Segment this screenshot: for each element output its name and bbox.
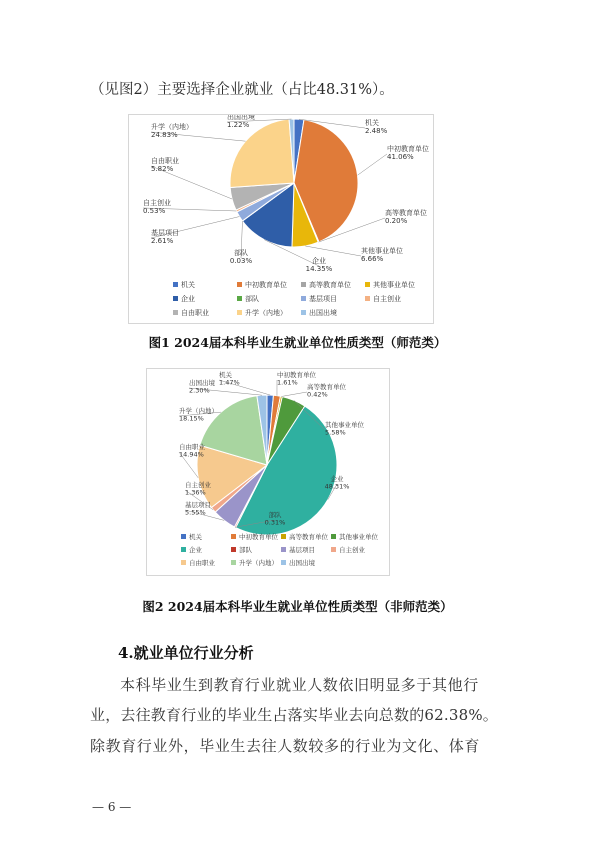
fig1-label-6: 部队	[234, 249, 248, 257]
fig2-legend-swatch-2	[231, 534, 236, 539]
fig1-label-4: 其他事业单位	[361, 247, 403, 255]
figure1-pie-svg	[129, 115, 433, 323]
fig2-legend-swatch-5	[181, 547, 186, 552]
fig1-legend-item-7: 基层项目	[309, 295, 337, 303]
fig1-slices	[230, 119, 358, 247]
fig2-value-9: 14.94%	[179, 450, 204, 459]
fig1-label-9: 自由职业	[151, 157, 179, 165]
fig2-slices	[197, 395, 337, 535]
fig1-value-4: 6.66%	[361, 255, 384, 263]
fig1-value-11: 1.22%	[227, 121, 250, 129]
fig1-label-10: 升学（内地）	[151, 123, 193, 131]
fig2-legend-swatch-3	[281, 534, 286, 539]
fig1-legend-swatch-5	[173, 296, 178, 301]
fig2-legend-swatch-1	[181, 534, 186, 539]
fig1-legend-swatch-3	[301, 282, 306, 287]
fig2-value-4: 5.58%	[325, 428, 346, 437]
fig1-legend-swatch-1	[173, 282, 178, 287]
fig2-label-1: 机关	[219, 371, 232, 379]
fig2-legend	[181, 532, 379, 567]
fig2-legend-swatch-9	[181, 560, 186, 565]
fig1-legend-item-5: 企业	[181, 295, 195, 303]
fig1-value-9: 5.82%	[151, 165, 174, 173]
fig1-label-3: 高等教育单位	[385, 209, 427, 217]
intro-line: （见图2）主要选择企业就业（占比48.31%）。	[90, 82, 394, 98]
fig2-label-2: 中初教育单位	[277, 371, 316, 379]
fig2-legend-item-2: 中初教育单位	[239, 533, 278, 541]
fig2-legend-item-3: 高等教育单位	[289, 533, 328, 541]
fig1-legend-item-11: 出国出境	[309, 309, 337, 317]
fig2-value-6: 0.31%	[264, 518, 286, 527]
fig2-legend-item-9: 自由职业	[189, 559, 215, 567]
fig2-value-11: 2.30%	[189, 386, 210, 395]
figure1-caption: 图1 2024届本科毕业生就业单位性质类型（师范类）	[148, 335, 447, 350]
fig1-legend-swatch-8	[365, 296, 370, 301]
fig2-legend-item-7: 基层项目	[289, 546, 315, 554]
fig1-value-3: 0.20%	[385, 217, 408, 225]
fig2-label-4: 其他事业单位	[325, 421, 364, 429]
fig1-label-2: 中初教育单位	[387, 145, 429, 153]
fig2-legend-swatch-6	[231, 547, 236, 552]
fig1-legend-item-3: 高等教育单位	[309, 281, 351, 289]
fig1-label-5: 企业	[312, 257, 326, 265]
fig2-value-10: 18.15%	[179, 414, 204, 423]
fig2-legend-item-5: 企业	[189, 546, 202, 554]
fig1-value-8: 0.53%	[143, 207, 166, 215]
fig1-value-7: 2.61%	[151, 237, 174, 245]
fig2-label-7: 基层项目	[185, 501, 211, 509]
fig2-value-1: 1.47%	[219, 378, 240, 387]
fig2-legend-item-8: 自主创业	[339, 546, 365, 554]
fig1-value-1: 2.48%	[365, 127, 388, 135]
fig2-value-5: 48.31%	[324, 482, 350, 491]
fig1-value-6: 0.03%	[229, 257, 253, 265]
fig2-legend-swatch-4	[331, 534, 336, 539]
fig1-value-10: 24.83%	[151, 131, 178, 139]
fig2-legend-swatch-10	[231, 560, 236, 565]
fig1-legend	[173, 280, 415, 317]
figure1-chart	[128, 114, 434, 324]
fig2-legend-swatch-8	[331, 547, 336, 552]
fig1-value-5: 14.35%	[305, 265, 333, 273]
body-line-3: 除教育行业外，毕业生去往人数较多的行业为文化、体育	[90, 737, 481, 755]
fig1-legend-item-1: 机关	[181, 281, 195, 289]
fig2-legend-item-10: 升学（内地）	[239, 559, 278, 567]
fig2-label-9: 自由职业	[179, 443, 205, 451]
figure2-chart	[146, 368, 390, 576]
fig1-legend-item-6: 部队	[245, 295, 259, 303]
fig1-legend-item-9: 自由职业	[181, 309, 209, 317]
fig1-leader-2	[358, 154, 387, 175]
body-line-1: 本科毕业生到教育行业就业人数依旧明显多于其他行	[120, 676, 479, 694]
fig2-label-8: 自主创业	[185, 481, 211, 489]
fig2-legend-item-4: 其他事业单位	[339, 533, 378, 541]
section-heading: 4.就业单位行业分析	[118, 644, 254, 662]
fig1-legend-swatch-7	[301, 296, 306, 301]
fig2-label-10: 升学（内地）	[179, 407, 218, 415]
fig2-legend-swatch-11	[281, 560, 286, 565]
figure2-pie-svg	[147, 369, 389, 575]
fig1-legend-swatch-10	[237, 310, 242, 315]
fig1-leader-4	[305, 246, 361, 256]
fig1-legend-swatch-4	[365, 282, 370, 287]
fig1-label-7: 基层项目	[151, 229, 179, 237]
fig1-legend-item-10: 升学（内地）	[245, 309, 287, 317]
fig2-legend-item-6: 部队	[239, 546, 252, 554]
fig2-legend-item-1: 机关	[189, 533, 202, 541]
fig1-value-2: 41.06%	[387, 153, 414, 161]
fig1-legend-item-8: 自主创业	[373, 295, 401, 303]
fig2-legend-swatch-7	[281, 547, 286, 552]
page-number: — 6 —	[92, 800, 132, 814]
fig2-value-7: 5.55%	[185, 508, 206, 517]
fig1-legend-item-4: 其他事业单位	[373, 281, 415, 289]
fig2-label-6: 部队	[268, 511, 282, 519]
figure2-caption: 图2 2024届本科毕业生就业单位性质类型（非师范类）	[142, 599, 453, 614]
body-line-2: 业，去往教育行业的毕业生占落实毕业去向总数的62.38%。	[90, 706, 498, 724]
fig1-label-1: 机关	[365, 119, 379, 127]
fig1-legend-swatch-11	[301, 310, 306, 315]
fig2-leader-3	[281, 392, 307, 396]
fig1-legend-swatch-2	[237, 282, 242, 287]
fig2-label-11: 出国出境	[189, 379, 215, 387]
fig2-legend-item-11: 出国出境	[289, 559, 315, 567]
fig2-value-2: 1.61%	[277, 378, 298, 387]
fig1-legend-swatch-6	[237, 296, 242, 301]
fig1-slice-10	[230, 119, 294, 187]
fig2-value-3: 0.42%	[307, 390, 328, 399]
fig1-legend-swatch-9	[173, 310, 178, 315]
fig2-label-3: 高等教育单位	[307, 383, 346, 391]
fig1-label-11: 出国出境	[227, 115, 255, 121]
fig1-legend-item-2: 中初教育单位	[245, 281, 287, 289]
fig2-value-8: 1.36%	[185, 488, 206, 497]
fig2-label-5: 企业	[330, 475, 344, 483]
fig1-label-8: 自主创业	[143, 199, 171, 207]
